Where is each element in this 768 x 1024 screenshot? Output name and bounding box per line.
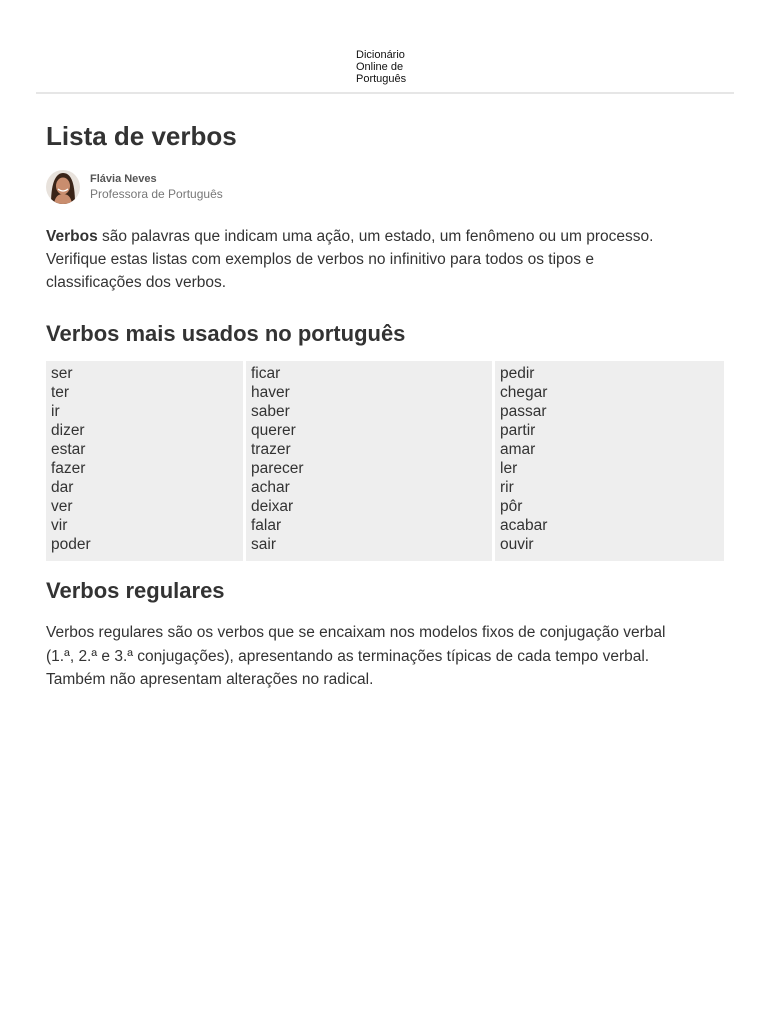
verb-item: pôr bbox=[500, 498, 523, 515]
header-divider bbox=[36, 92, 734, 94]
site-logo[interactable] bbox=[356, 49, 406, 85]
page-title: Lista de verbos bbox=[46, 121, 237, 151]
verb-item: fazer bbox=[51, 460, 86, 477]
logo-line: Online de bbox=[356, 61, 404, 73]
verb-item: amar bbox=[500, 441, 536, 458]
author-photo-icon bbox=[46, 170, 80, 204]
verb-column bbox=[495, 361, 724, 561]
section-heading-regular-verbs: Verbos regulares bbox=[46, 578, 225, 603]
verb-item: ouvir bbox=[500, 536, 534, 553]
verb-item: ficar bbox=[251, 365, 281, 382]
section-heading-common-verbs: Verbos mais usados no português bbox=[46, 321, 406, 346]
intro-paragraph bbox=[46, 225, 666, 294]
verb-item: ser bbox=[51, 365, 73, 382]
verb-item: estar bbox=[51, 441, 86, 458]
verb-item: saber bbox=[251, 403, 290, 420]
verb-item: ir bbox=[51, 403, 60, 420]
verb-item: deixar bbox=[251, 498, 294, 515]
site-header bbox=[0, 0, 768, 94]
avatar[interactable] bbox=[46, 170, 80, 204]
verb-item: vir bbox=[51, 517, 68, 534]
intro-text: são palavras que indicam uma ação, um estado, um fenômeno ou um processo. Verifique estas listas com exemplos de verbos no infinitivo para todos os tipos e classificações dos verbos. bbox=[46, 228, 654, 291]
verb-item: parecer bbox=[251, 460, 304, 477]
verb-column bbox=[246, 361, 492, 561]
verb-item: dizer bbox=[51, 422, 85, 439]
verb-item: partir bbox=[500, 422, 536, 439]
verb-item: chegar bbox=[500, 384, 548, 401]
verb-item: querer bbox=[251, 422, 296, 439]
verb-item: ter bbox=[51, 384, 70, 401]
verb-table bbox=[46, 361, 724, 561]
logo-line: Dicionário bbox=[356, 49, 405, 61]
verb-item: falar bbox=[251, 517, 282, 534]
verb-item: acabar bbox=[500, 517, 548, 534]
verb-item: ver bbox=[51, 498, 73, 515]
verb-column bbox=[46, 361, 243, 561]
verb-item: pedir bbox=[500, 365, 535, 382]
verb-item: rir bbox=[500, 479, 514, 496]
intro-keyword: Verbos bbox=[46, 228, 98, 245]
author-name[interactable]: Flávia Neves bbox=[90, 173, 157, 185]
logo-line: Português bbox=[356, 73, 407, 85]
verb-item: trazer bbox=[251, 441, 291, 458]
verb-item: haver bbox=[251, 384, 290, 401]
verb-item: achar bbox=[251, 479, 290, 496]
verb-item: sair bbox=[251, 536, 276, 553]
author-byline bbox=[46, 170, 722, 204]
author-info bbox=[90, 172, 223, 202]
verb-item: poder bbox=[51, 536, 91, 553]
verb-item: ler bbox=[500, 460, 518, 477]
regular-verbs-paragraph: Verbos regulares são os verbos que se encaixam nos modelos fixos de conjugação verbal (1.ª, 2.ª e 3.ª conjugações), apresentando as terminações típicas de cada tempo verbal. Também não apresentam alterações no radical. bbox=[46, 624, 666, 688]
verb-item: passar bbox=[500, 403, 547, 420]
author-role: Professora de Português bbox=[90, 187, 223, 201]
verb-item: dar bbox=[51, 479, 74, 496]
article bbox=[0, 120, 768, 692]
